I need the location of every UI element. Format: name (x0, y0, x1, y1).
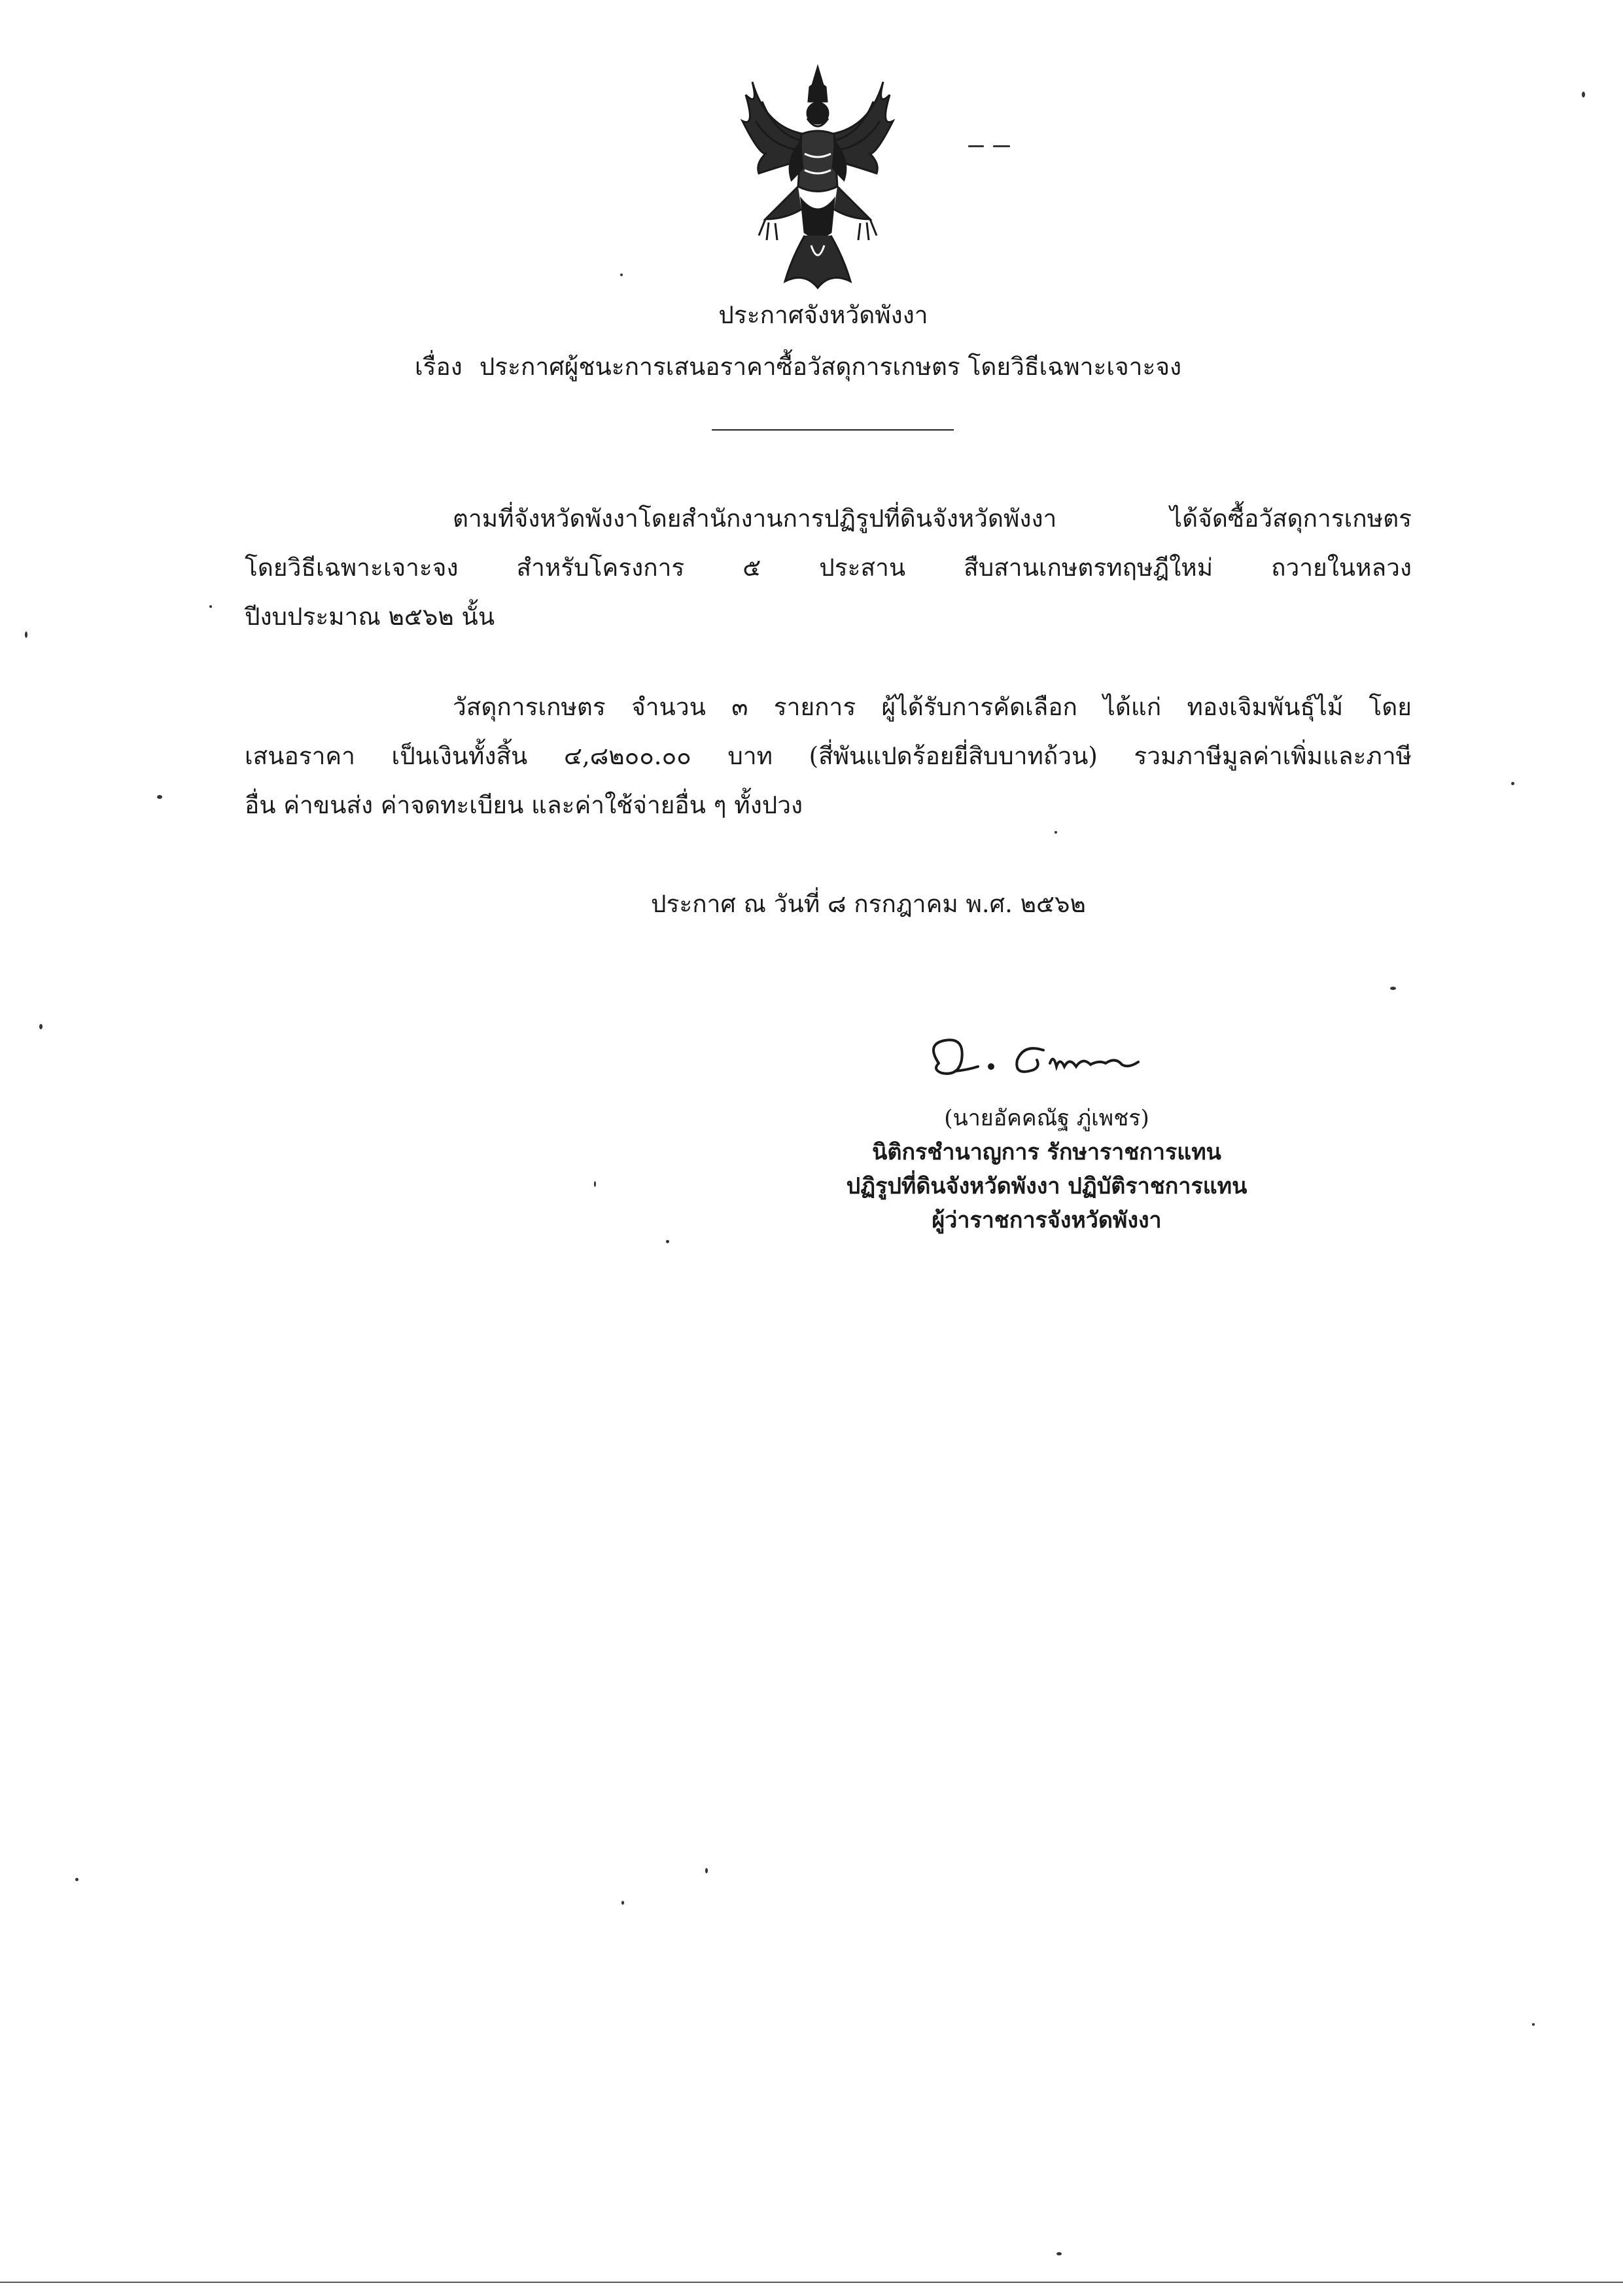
scan-speck (620, 274, 623, 276)
scan-speck (25, 631, 27, 638)
paragraph-2-line-3: อื่น ค่าขนส่ง ค่าจดทะเบียน และค่าใช้จ่ายอื่น ๆ ทั้งปวง (245, 791, 803, 819)
paragraph-2-line-2: เสนอราคา เป็นเงินทั้งสิ้น ๔,๘๒๐๐.๐๐ บาท (สี่พันแปดร้อยยี่สิบบาทถ้วน) รวมภาษีมูลค่าเพิ่มและภาษี (245, 742, 1412, 770)
heading-divider (712, 429, 954, 431)
signatory-position-1: นิติกรชำนาญการ รักษาราชการแทน (872, 1139, 1221, 1165)
paragraph-2-line-1: วัสดุการเกษตร จำนวน ๓ รายการ ผู้ได้รับการคัดเลือก ได้แก่ ทองเจิมพันธุ์ไม้ โดย (453, 693, 1412, 721)
scan-speck (75, 1878, 79, 1881)
announcement-date: ประกาศ ณ วันที่ ๘ กรกฎาคม พ.ศ. ๒๕๖๒ (651, 890, 1086, 918)
scan-speck (621, 1901, 624, 1905)
handwritten-signature (919, 1031, 1200, 1089)
subject-label: เรื่อง (415, 353, 462, 381)
paragraph-1-line-3: ปีงบประมาณ ๒๕๖๒ นั้น (245, 603, 495, 631)
scan-speck (157, 795, 162, 799)
scan-speck (1532, 2023, 1535, 2026)
paragraph-2 (245, 682, 1412, 830)
document-heading: ประกาศจังหวัดพังงา (718, 301, 928, 329)
scan-speck (1511, 782, 1514, 785)
scan-speck (666, 1240, 669, 1243)
signatory-position-3: ผู้ว่าราชการจังหวัดพังงา (932, 1207, 1162, 1233)
scan-speck (1582, 92, 1585, 97)
paragraph-1-line-2: โดยวิธีเฉพาะเจาะจง สำหรับโครงการ ๕ ประสาน สืบสานเกษตรทฤษฎีใหม่ ถวายในหลวง (245, 554, 1412, 582)
signatory-position-2: ปฏิรูปที่ดินจังหวัดพังงา ปฏิบัติราชการแทน (846, 1173, 1248, 1199)
scan-speck (39, 1024, 43, 1029)
scan-speck (594, 1181, 596, 1187)
scan-speck (993, 145, 1010, 147)
paragraph-1-line-1: ตามที่จังหวัดพังงาโดยสำนักงานการปฏิรูปที่ดินจังหวัดพังงา ได้จัดซื้อวัสดุการเกษตร (453, 504, 1412, 533)
signatory-name: (นายอัคคณัฐ ภู่เพชร) (944, 1105, 1149, 1131)
scan-speck (705, 1868, 708, 1873)
garuda-emblem-icon (739, 56, 896, 298)
signature-block (785, 1101, 1308, 1237)
scan-edge-line (0, 2282, 1623, 2283)
scan-speck (1390, 987, 1396, 990)
scan-speck (1056, 2252, 1062, 2255)
subject-text: ประกาศผู้ชนะการเสนอราคาซื้อวัสดุการเกษตร โดยวิธีเฉพาะเจาะจง (479, 353, 1182, 381)
scan-speck (209, 605, 212, 608)
document-subject (415, 351, 1181, 383)
scan-speck (1055, 831, 1057, 834)
paragraph-1 (245, 494, 1412, 641)
scan-speck (968, 145, 984, 147)
